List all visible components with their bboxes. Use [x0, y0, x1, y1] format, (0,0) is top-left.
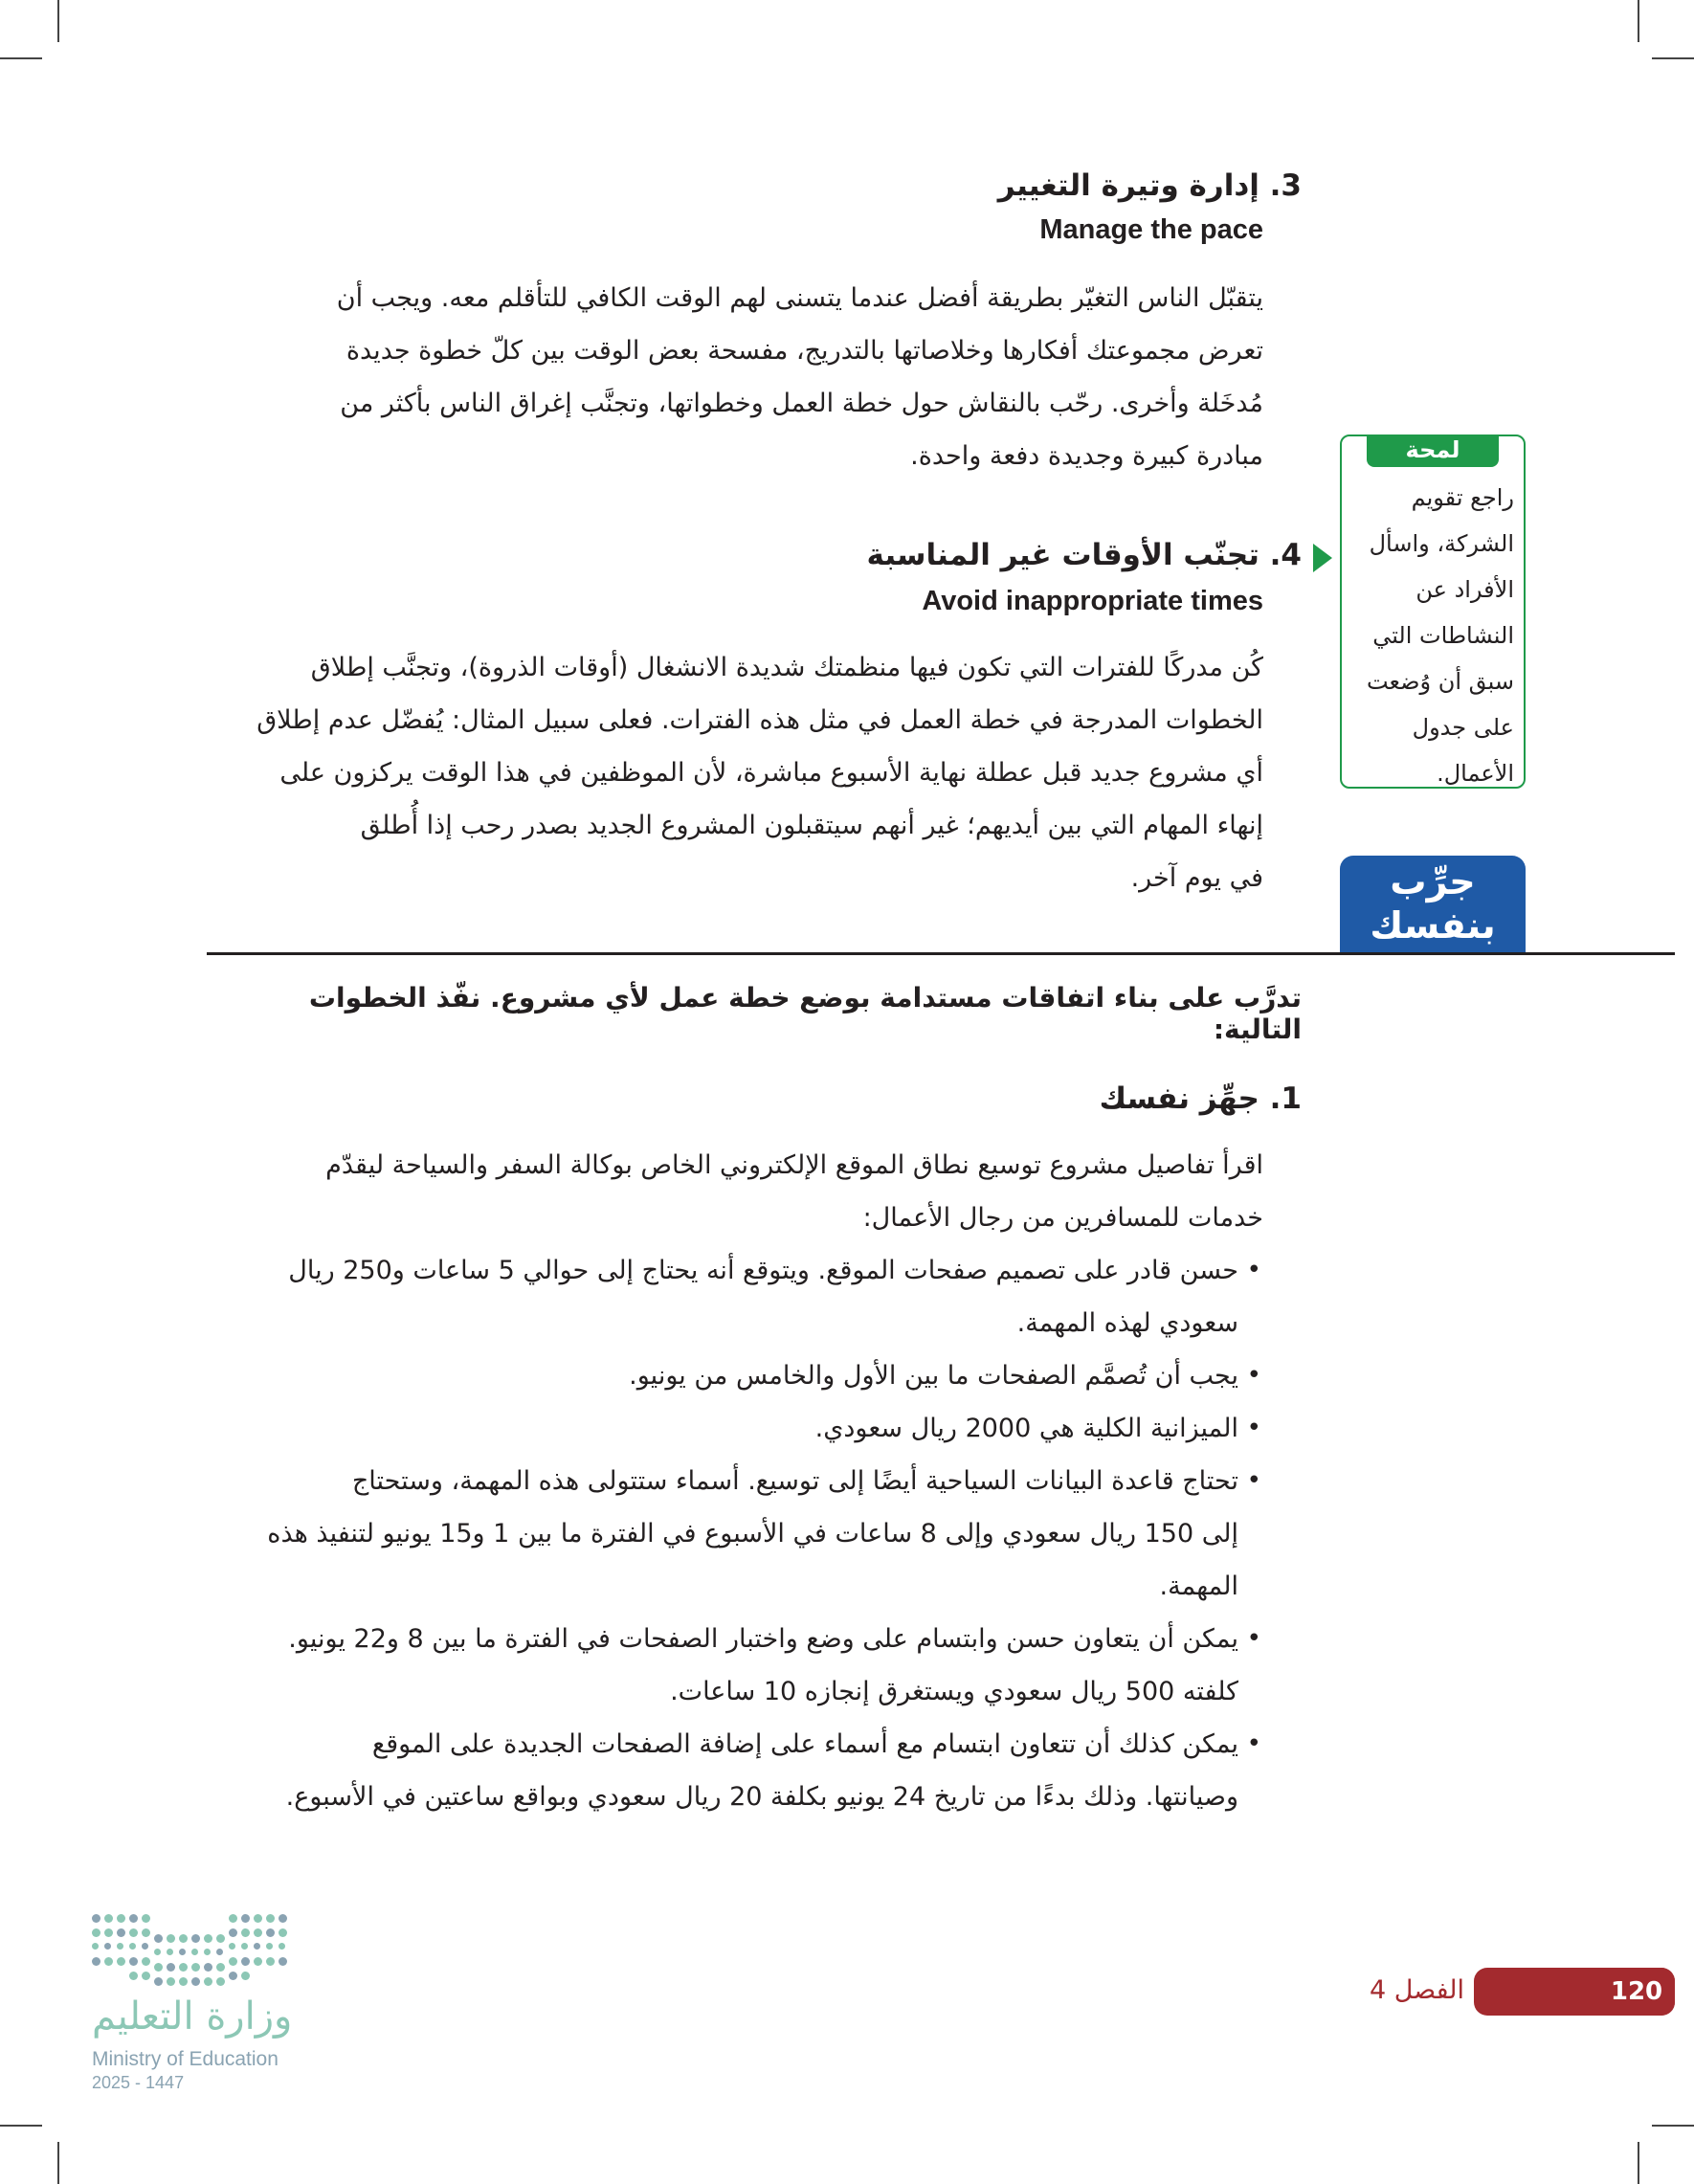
- quick-tip-line: الأعمال.: [1437, 760, 1514, 787]
- crop-mark: [0, 2125, 42, 2127]
- logo-dot: [117, 1928, 125, 1937]
- paragraph-line: تعرض مجموعتك أفكارها وخلاصاتها بالتدريج، مفسحة بعض الوقت بين كلّ خطوة جديدة: [345, 336, 1263, 366]
- logo-dot: [254, 1957, 262, 1966]
- logo-dot: [229, 1943, 235, 1950]
- paragraph-line: يتقبّل الناس التغيّر بطريقة أفضل عندما يتسنى لهم الوقت الكافي للتأقلم معه. ويجب أن: [336, 283, 1263, 313]
- logo-dot: [92, 1928, 100, 1937]
- logo-dot: [191, 1977, 200, 1986]
- crop-mark: [0, 57, 42, 59]
- logo-dot: [241, 1972, 250, 1980]
- logo-dot: [241, 1957, 250, 1966]
- logo-dot: [279, 1957, 287, 1966]
- logo-dot: [142, 1943, 148, 1950]
- logo-dot: [142, 1928, 150, 1937]
- page-number: 120: [1598, 1968, 1675, 2016]
- logo-dot: [167, 1934, 175, 1943]
- logo-dot: [204, 1977, 212, 1986]
- logo-dot: [117, 1943, 123, 1950]
- paragraph-line: كُن مدركًا للفترات التي تكون فيها منظمتك شديدة الانشغال (أوقات الذروة)، وتجنَّب إطلاق: [310, 653, 1263, 682]
- quick-tip-line: سبق أن وُضعت: [1366, 668, 1514, 695]
- step1-paragraph: [207, 1139, 1263, 1244]
- section3-subtitle: Manage the pace: [1039, 214, 1263, 245]
- section4-paragraph: [207, 641, 1263, 904]
- logo-dot: [204, 1934, 212, 1943]
- logo-dot: [129, 1972, 138, 1980]
- logo-dot: [167, 1949, 173, 1955]
- list-item-line: كلفته 500 ريال سعودي ويستغرق إنجازه 10 ساعات.: [670, 1677, 1238, 1706]
- quick-tip-line: الأفراد عن: [1415, 576, 1514, 603]
- logo-dot: [117, 1914, 125, 1923]
- logo-dot: [142, 1957, 150, 1966]
- logo-dot: [191, 1949, 198, 1955]
- logo-dot: [266, 1957, 275, 1966]
- list-item-line: • تحتاج قاعدة البيانات السياحية أيضًا إلى توسيع. أسماء ستتولى هذه المهمة، وستحتاج: [351, 1466, 1238, 1496]
- quick-tip-line: راجع تقويم: [1411, 484, 1514, 511]
- logo-dot: [129, 1928, 138, 1937]
- paragraph-line: الخطوات المدرجة في خطة العمل في مثل هذه الفترات. فعلى سبيل المثال: يُفضّل عدم إطلاق: [256, 705, 1263, 735]
- logo-dot: [204, 1949, 211, 1955]
- logo-dot: [254, 1943, 260, 1950]
- logo-dot: [104, 1914, 113, 1923]
- paragraph-line: في يوم آخر.: [1130, 863, 1263, 893]
- paragraph-line: مبادرة كبيرة وجديدة دفعة واحدة.: [910, 441, 1263, 471]
- try-yourself-line1: جرِّب: [1390, 860, 1476, 903]
- list-item-line: • يجب أن تُصمَّم الصفحات ما بين الأول والخامس من يونيو.: [629, 1361, 1238, 1391]
- list-item-line: • الميزانية الكلية هي 2000 ريال سعودي.: [814, 1414, 1238, 1443]
- logo-dot: [266, 1928, 275, 1937]
- ministry-name-en: Ministry of Education: [92, 2048, 279, 2070]
- logo-dot: [266, 1914, 275, 1923]
- logo-dot: [179, 1934, 188, 1943]
- step1-title: 1. جهِّز نفسك: [1099, 1081, 1302, 1116]
- logo-dot: [204, 1963, 212, 1972]
- paragraph-line: إنهاء المهام التي بين أيديهم؛ غير أنهم سيتقبلون المشروع الجديد بصدر رحب إذا أُطلق: [360, 811, 1263, 840]
- logo-dot: [229, 1914, 237, 1923]
- logo-dot: [191, 1963, 200, 1972]
- quick-tip-box: [1340, 435, 1526, 789]
- logo-dot: [154, 1963, 163, 1972]
- logo-dot: [241, 1943, 248, 1950]
- crop-mark: [1638, 0, 1639, 42]
- list-item: [207, 1613, 1263, 1718]
- logo-dot: [142, 1914, 150, 1923]
- logo-dot: [229, 1957, 237, 1966]
- logo-dot: [229, 1928, 237, 1937]
- logo-dot: [104, 1943, 111, 1950]
- logo-dot: [279, 1928, 287, 1937]
- logo-dot: [179, 1977, 188, 1986]
- logo-dot: [104, 1928, 113, 1937]
- logo-dot: [92, 1943, 99, 1950]
- logo-dot: [129, 1914, 138, 1923]
- logo-dot: [167, 1963, 175, 1972]
- crop-mark: [1652, 2125, 1694, 2127]
- list-item: [207, 1349, 1263, 1402]
- paragraph-line: أي مشروع جديد قبل عطلة نهاية الأسبوع مباشرة، لأن الموظفين في هذا الوقت يركزون على: [279, 758, 1263, 788]
- pointer-arrow-icon: [1313, 544, 1332, 572]
- page-number-pill: [1474, 1968, 1675, 2016]
- ministry-name-ar: وزارة التعليم: [92, 1995, 293, 2039]
- logo-dot: [241, 1928, 250, 1937]
- logo-dot: [216, 1977, 225, 1986]
- paragraph-line: اقرأ تفاصيل مشروع توسيع نطاق الموقع الإلكتروني الخاص بوكالة السفر والسياحة ليقدّم: [325, 1150, 1263, 1180]
- crop-mark: [57, 0, 59, 42]
- logo-dot: [179, 1949, 186, 1955]
- list-item-line: المهمة.: [1159, 1571, 1238, 1601]
- try-yourself-line2: بنفسك: [1370, 904, 1496, 947]
- section4-title: 4. تجنّب الأوقات غير المناسبة: [866, 538, 1302, 572]
- quick-tip-line: على جدول: [1412, 714, 1514, 741]
- logo-dot: [179, 1963, 188, 1972]
- logo-dot: [154, 1977, 163, 1986]
- quick-tip-line: الشركة، واسأل: [1369, 530, 1514, 557]
- chapter-label: الفصل 4: [1369, 1975, 1464, 2005]
- list-item-line: • حسن قادر على تصميم صفحات الموقع. ويتوقع أنه يحتاج إلى حوالي 5 ساعات و250 ريال: [288, 1256, 1238, 1285]
- logo-dot: [191, 1934, 200, 1943]
- paragraph-line: خدمات للمسافرين من رجال الأعمال:: [862, 1203, 1263, 1233]
- list-item-line: وصيانتها. وذلك بدءًا من تاريخ 24 يونيو بكلفة 20 ريال سعودي وبواقع ساعتين في الأسبوع.: [285, 1782, 1238, 1812]
- list-item: [207, 1244, 1263, 1349]
- list-item: [207, 1455, 1263, 1613]
- logo-dot: [129, 1943, 136, 1950]
- logo-dot: [279, 1943, 285, 1950]
- exercise-intro: تدرَّب على بناء اتفاقات مستدامة بوضع خطة عمل لأي مشروع. نفّذ الخطوات التالية:: [308, 982, 1302, 1045]
- logo-dot: [254, 1928, 262, 1937]
- logo-dot: [216, 1949, 223, 1955]
- list-item: [207, 1718, 1263, 1823]
- list-item: [207, 1402, 1263, 1455]
- crop-mark: [57, 2142, 59, 2184]
- logo-dot: [154, 1934, 163, 1943]
- logo-dot: [92, 1914, 100, 1923]
- section3-title: 3. إدارة وتيرة التغيير: [997, 168, 1302, 203]
- logo-dot: [279, 1914, 287, 1923]
- quick-tip-title: لمحة سريعة: [1367, 435, 1499, 467]
- logo-dot: [167, 1977, 175, 1986]
- logo-dot: [92, 1957, 100, 1966]
- logo-dot: [266, 1943, 273, 1950]
- logo-dot: [117, 1957, 125, 1966]
- section-divider: [207, 952, 1675, 955]
- list-item-line: إلى 150 ريال سعودي وإلى 8 ساعات في الأسبوع في الفترة ما بين 1 و15 يونيو لتنفيذ هذه: [267, 1519, 1238, 1549]
- logo-dot: [241, 1914, 250, 1923]
- logo-dot: [229, 1972, 237, 1980]
- logo-dot: [216, 1934, 225, 1943]
- try-yourself-tab: [1340, 856, 1526, 953]
- crop-mark: [1638, 2142, 1639, 2184]
- logo-dot: [104, 1957, 113, 1966]
- quick-tip-line: النشاطات التي: [1372, 622, 1514, 649]
- list-item-line: • يمكن كذلك أن تتعاون ابتسام مع أسماء على إضافة الصفحات الجديدة على الموقع: [371, 1729, 1238, 1759]
- ministry-logo-icon: [92, 1914, 302, 1991]
- list-item-line: • يمكن أن يتعاون حسن وابتسام على وضع واختبار الصفحات في الفترة ما بين 8 و22 يونيو.: [288, 1624, 1238, 1654]
- section4-subtitle: Avoid inappropriate times: [922, 586, 1263, 616]
- section3-paragraph: [207, 272, 1263, 482]
- logo-dot: [142, 1972, 150, 1980]
- crop-mark: [1652, 57, 1694, 59]
- ministry-year: 2025 - 1447: [92, 2073, 185, 2092]
- logo-dot: [129, 1957, 138, 1966]
- logo-dot: [216, 1963, 225, 1972]
- list-item-line: سعودي لهذه المهمة.: [1016, 1308, 1238, 1338]
- bullet-list: [207, 1244, 1263, 1823]
- logo-dot: [254, 1914, 262, 1923]
- paragraph-line: مُدخَلة وأخرى. رحّب بالنقاش حول خطة العمل وخطواتها، وتجنَّب إغراق الناس بأكثر من: [340, 389, 1263, 418]
- logo-dot: [154, 1949, 161, 1955]
